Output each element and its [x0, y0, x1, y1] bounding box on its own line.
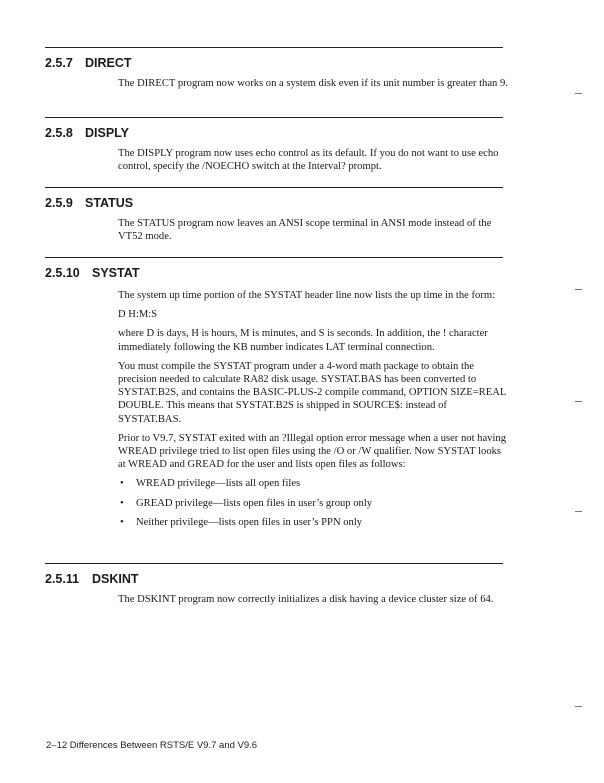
paragraph: The DSKINT program now correctly initializes a disk having a device cluster size of 64. — [118, 594, 494, 605]
section-body-status — [118, 217, 508, 249]
paragraph: Prior to V9.7, SYSTAT exited with an ?Illegal option error message when a user not having WREAD privilege tried to list open files using the /O or /W qualifier. Now SYSTAT looks at WREAD and GREAD for the user and lists open files as follows: — [118, 432, 507, 471]
section-divider — [45, 187, 503, 188]
paragraph: The system up time portion of the SYSTAT header line now lists the up time in the form: — [118, 290, 496, 301]
section-number: 2.5.9 — [45, 196, 73, 210]
margin-mark — [575, 289, 582, 290]
section-heading-2-5-11 — [45, 563, 503, 586]
bullet-icon: • — [120, 478, 124, 490]
page-footer: 2–12 Differences Between RSTS/E V9.7 and V9.6 — [46, 740, 258, 751]
list-item: • Neither privilege—lists open files in user’s PPN only — [120, 516, 363, 528]
time-format: D H:M:S — [118, 309, 158, 321]
section-number: 2.5.11 — [45, 572, 80, 586]
section-body-systat — [118, 289, 508, 535]
margin-mark — [575, 93, 582, 94]
section-name: DISPLY — [85, 126, 130, 140]
section-divider — [45, 563, 503, 564]
section-divider — [45, 47, 503, 48]
section-heading-2-5-8 — [45, 117, 503, 140]
section-number: 2.5.7 — [45, 56, 73, 70]
section-number: 2.5.8 — [45, 126, 73, 140]
section-heading-2-5-7 — [45, 47, 503, 70]
section-body-direct — [118, 77, 508, 96]
section-name: SYSTAT — [92, 266, 140, 280]
paragraph: The STATUS program now leaves an ANSI scope terminal in ANSI mode instead of the VT52 mode. — [118, 218, 492, 243]
section-title — [45, 126, 503, 140]
paragraph: The DISPLY program now uses echo control as its default. If you do not want to use echo control, specify the /NOECHO switch at the Interval? prompt. — [118, 148, 499, 173]
section-heading-2-5-10 — [45, 257, 503, 280]
section-divider — [45, 257, 503, 258]
paragraph: The DIRECT program now works on a system disk even if its unit number is greater than 9. — [118, 78, 508, 89]
paragraph: You must compile the SYSTAT program under a 4-word math package to obtain the precision needed to calculate RA82 disk usage. SYSTAT.BAS has been converted to SYSTAT.B2S, and contains the BASIC-PLUS-2 compile command, OPTION SIZE=REAL DOUBLE. This means that SYSTAT.B2S is shipped in SOURCE$: instead of SYSTAT.BAS. — [118, 360, 506, 425]
margin-mark — [575, 401, 582, 402]
margin-mark — [575, 511, 582, 512]
section-name: DSKINT — [92, 572, 139, 586]
section-body-disply — [118, 147, 508, 179]
list-item: • GREAD privilege—lists open files in user’s group only — [120, 497, 373, 509]
bullet-icon: • — [120, 516, 124, 528]
privilege-list — [118, 477, 508, 529]
margin-mark — [575, 706, 582, 707]
paragraph: where D is days, H is hours, M is minutes, and S is seconds. In addition, the ! character immediately following the KB number indicates LAT terminal connection. — [118, 328, 488, 353]
section-divider — [45, 117, 503, 118]
section-body-dskint — [118, 593, 508, 612]
section-number: 2.5.10 — [45, 266, 80, 280]
section-title — [45, 56, 503, 70]
section-title — [45, 572, 503, 586]
section-title — [45, 266, 503, 280]
section-name: STATUS — [85, 196, 134, 210]
section-heading-2-5-9 — [45, 187, 503, 210]
section-name: DIRECT — [85, 56, 132, 70]
section-title — [45, 196, 503, 210]
bullet-icon: • — [120, 497, 124, 509]
list-item: • WREAD privilege—lists all open files — [120, 478, 301, 490]
